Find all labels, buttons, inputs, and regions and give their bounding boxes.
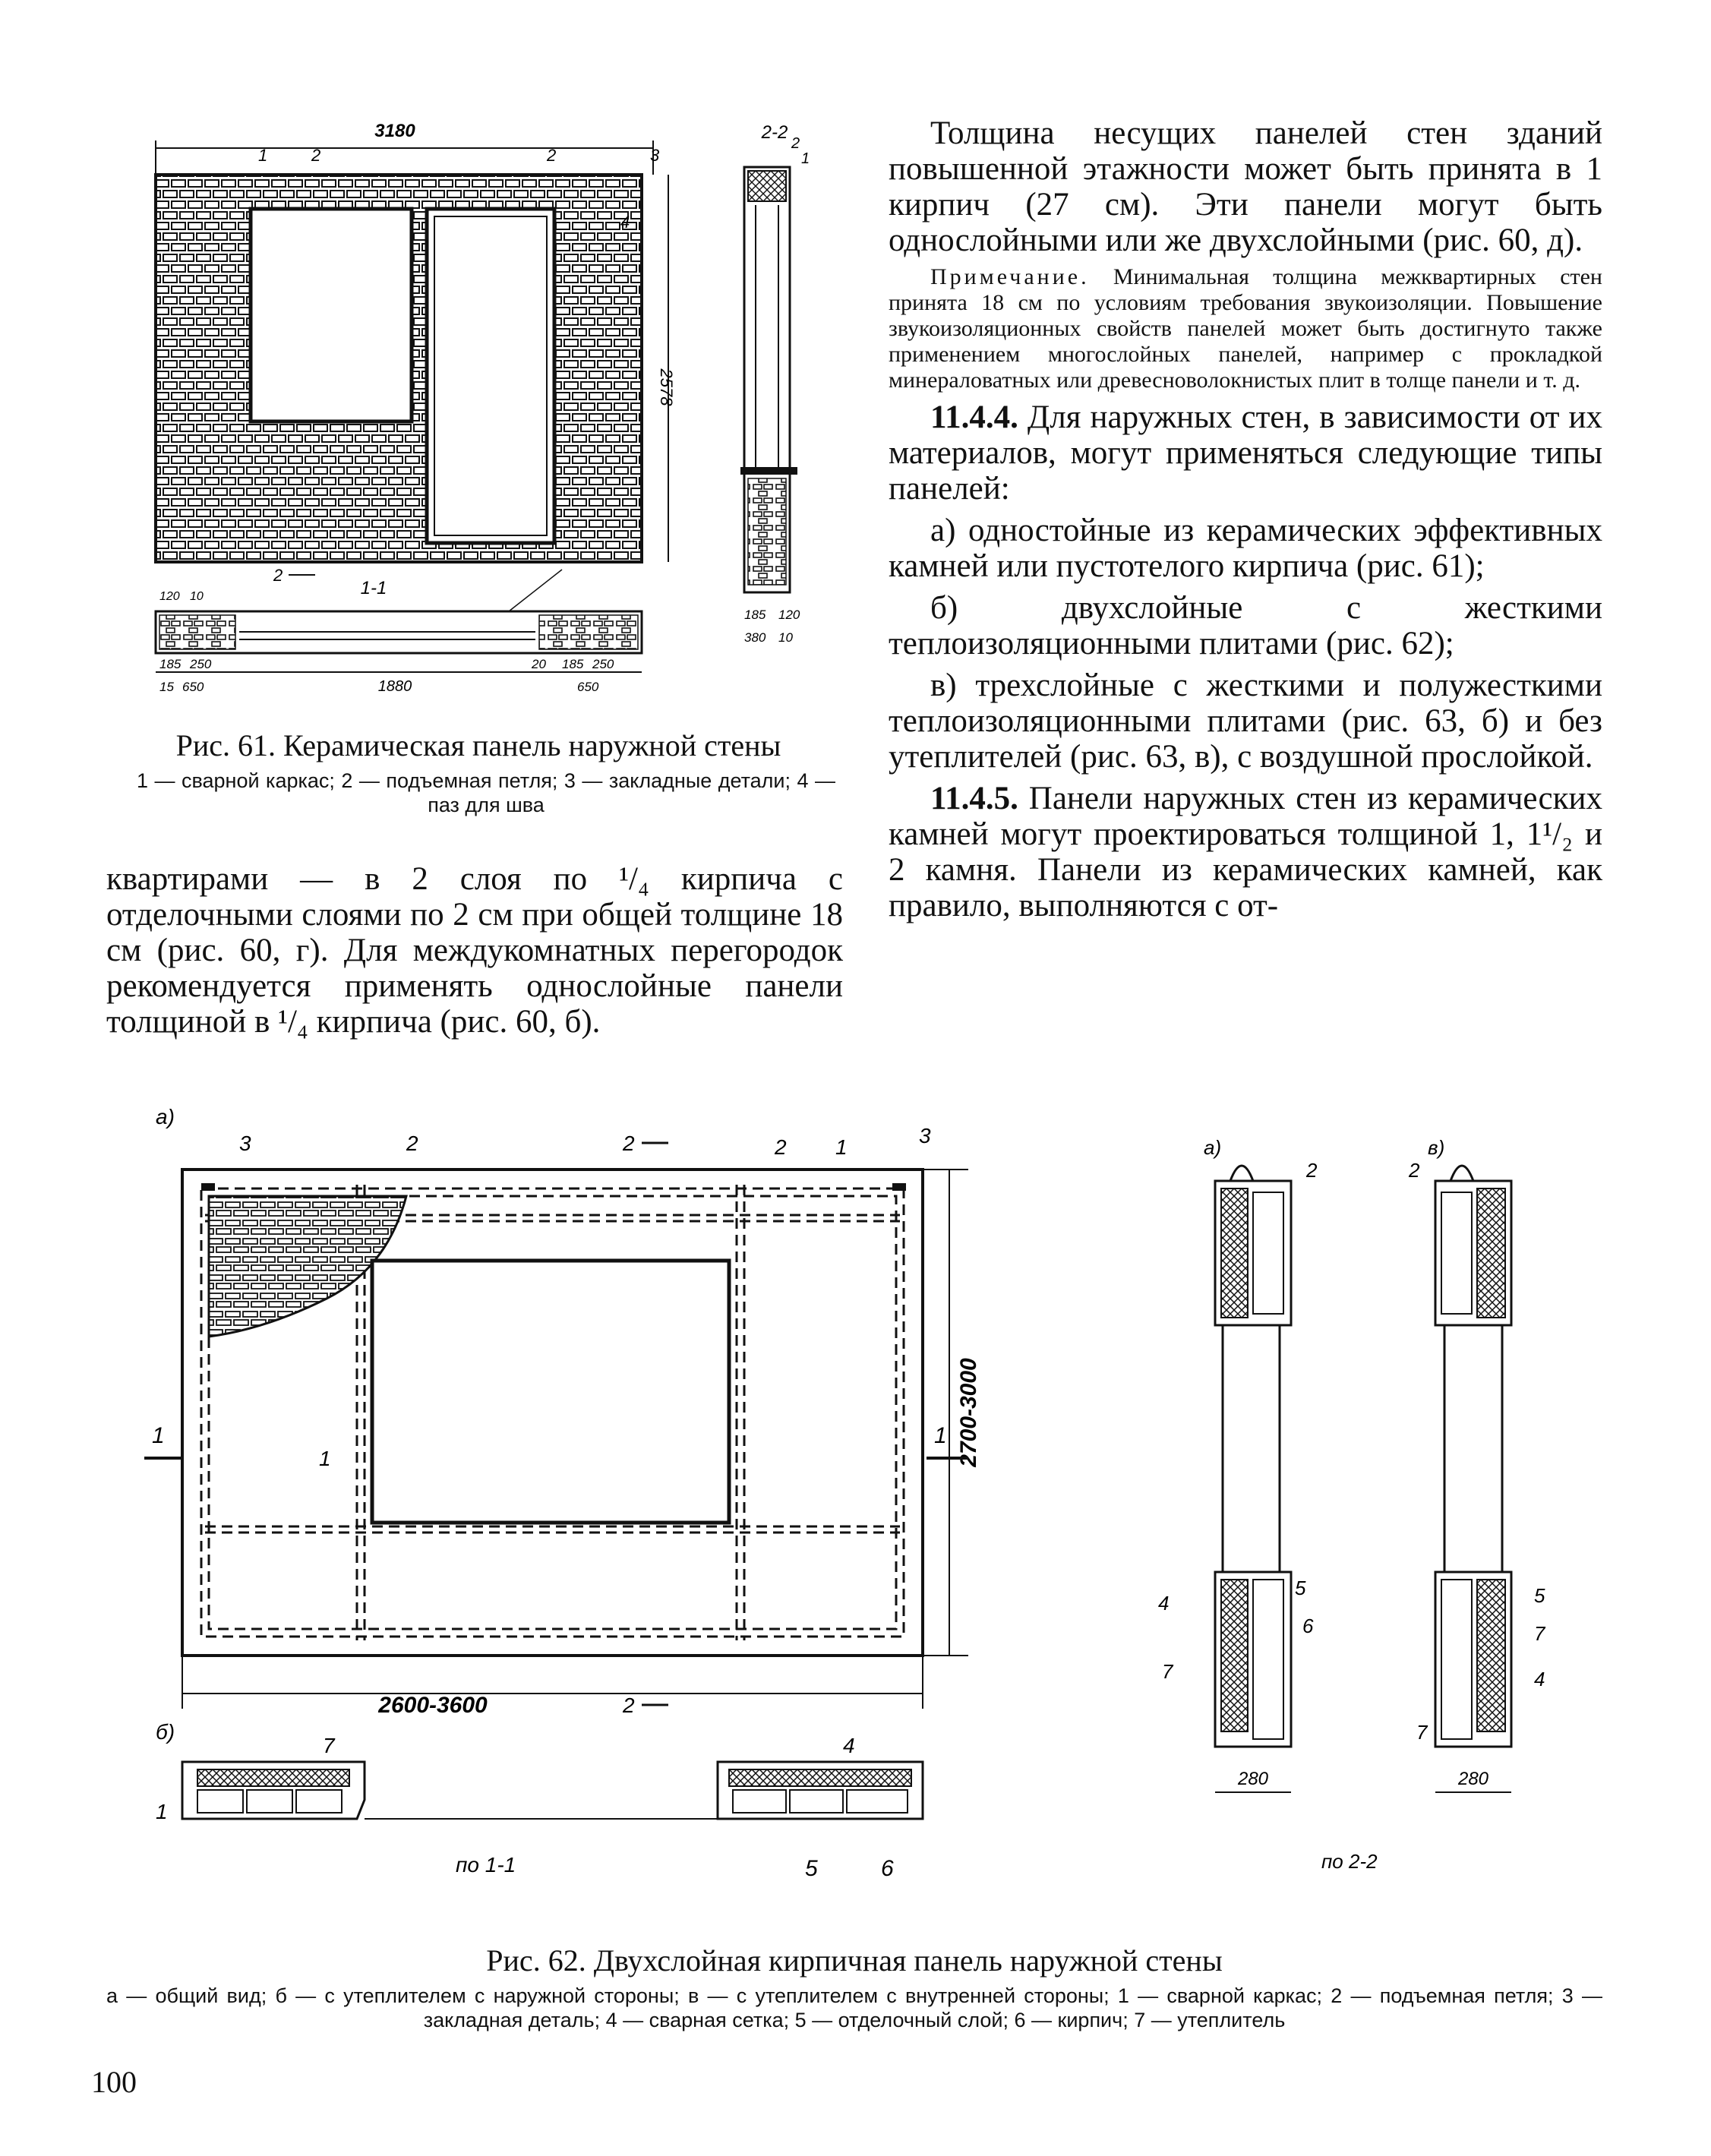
dim-10: 10 — [190, 590, 204, 603]
section-2-2-label: 2-2 — [761, 122, 788, 143]
figure-61-drawing — [137, 114, 820, 706]
dim-280-v: 280 — [1457, 1769, 1489, 1789]
callout-2-section: 2 — [791, 135, 800, 152]
dim-380: 380 — [744, 630, 766, 645]
callout-1-frame: 1 — [319, 1447, 331, 1470]
dim-2600-3600: 2600-3600 — [378, 1693, 488, 1718]
window-opening — [251, 209, 412, 421]
note-paragraph — [889, 264, 1602, 393]
callout-2-a: 2 — [1306, 1159, 1318, 1182]
dim-2700-3000: 2700-3000 — [956, 1358, 981, 1467]
callout-7-a: 7 — [1162, 1660, 1173, 1683]
callout-7-v-bottom: 7 — [1416, 1721, 1428, 1744]
figure-62-drawing — [137, 1109, 1580, 1974]
dim-2578: 2578 — [657, 368, 676, 406]
section-1-1-label: 1-1 — [360, 578, 387, 598]
callout-3: 3 — [650, 146, 660, 165]
callout-6-b: 6 — [881, 1856, 894, 1881]
view-a-section-label: а) — [1204, 1136, 1222, 1159]
section-11-4-4 — [889, 399, 1602, 507]
callout-5-v: 5 — [1534, 1584, 1545, 1607]
cut-1-right: 1 — [934, 1423, 947, 1448]
view-v-label: в) — [1428, 1136, 1445, 1159]
dim-185-right: 185 — [562, 657, 584, 671]
callout-7-b: 7 — [323, 1734, 335, 1757]
callout-1-b: 1 — [156, 1800, 168, 1823]
section-number-11-4-5: 11.4.5. — [930, 781, 1018, 816]
dim-10-section: 10 — [778, 630, 793, 645]
cut-mark-2-bottom: 2 — [273, 566, 283, 585]
dim-20: 20 — [532, 657, 546, 671]
section-1-1-label-62: по 1-1 — [456, 1853, 516, 1877]
section-text-11-4-5: Панели наружных стен из керамических камней могут проектироваться толщиной 1, 1¹/₂ и 2 камня. Панели из керамических камней, как правило, выполняются с от- — [889, 781, 1602, 923]
cut-2-top: 2 — [623, 1132, 635, 1155]
callout-3-right: 3 — [919, 1124, 931, 1147]
callout-1: 1 — [258, 146, 268, 165]
list-item-b: б) двухслойные с жесткими теплоизоляционными плитами (рис. 62); — [889, 590, 1602, 661]
dim-250-right: 250 — [592, 657, 614, 671]
figure-62-legend: а — общий вид; б — с утеплителем с наружной стороны; в — с утеплителем с внутренней стороны; 1 — сварной каркас; 2 — подъемная петля; 3 — закладная деталь; 4 — сварная сетка; 5 — отделочный слой; 6 — кирпич; 7 — утеплитель — [106, 1984, 1602, 2032]
dim-650-right: 650 — [577, 680, 599, 694]
door-opening — [427, 209, 554, 543]
callout-2: 2 — [547, 146, 557, 165]
callout-4-b: 4 — [843, 1734, 855, 1757]
cut-2-bottom: 2 — [623, 1694, 635, 1717]
dim-280-a: 280 — [1237, 1769, 1269, 1789]
callout-4: 4 — [620, 213, 630, 232]
callout-7-v: 7 — [1534, 1622, 1545, 1645]
section-11-4-5 — [889, 781, 1602, 923]
dim-120-section: 120 — [778, 608, 800, 622]
note-text: Минимальная толщина межквартирных стен принята 18 см по условиям требования звукоизоляции. Повышение звукоизоляционных свойств панелей может быть достигнуто также применением многослойных панелей, например с прокладкой минераловатных или древесноволокнистых плит в толще панели и т. д. — [889, 264, 1602, 393]
figure-61-legend: 1 — сварной каркас; 2 — подъемная петля; 3 — закладные детали; 4 — паз для шва — [137, 769, 835, 817]
view-b-label: б) — [156, 1720, 175, 1744]
cut-mark-2-top: 2 — [311, 146, 321, 165]
callout-2-right: 2 — [775, 1135, 787, 1159]
dim-185-left: 185 — [159, 657, 182, 671]
dim-3180: 3180 — [374, 121, 415, 141]
dim-650-left: 650 — [182, 680, 204, 694]
figure-62-caption: Рис. 62. Двухслойная кирпичная панель наружной стены — [486, 1943, 1223, 1978]
callout-2-left: 2 — [406, 1132, 418, 1155]
callout-4-a: 4 — [1158, 1592, 1170, 1615]
callout-5-b: 5 — [805, 1856, 818, 1881]
dim-1880: 1880 — [377, 678, 412, 695]
section-text-11-4-4: Для наружных стен, в зависимости от их материалов, могут применяться следующие типы панелей: — [889, 399, 1602, 507]
callout-1-section: 1 — [801, 150, 810, 167]
list-item-a: а) одностойные из керамических эффективных камней или пустотелого кирпича (рис. 61); — [889, 513, 1602, 584]
callout-5-a: 5 — [1295, 1577, 1306, 1599]
callout-3-left: 3 — [239, 1132, 251, 1155]
list-item-v: в) трехслойные с жесткими и полужесткими теплоизоляционными плитами (рис. 63, б) и без утеплителей (рис. 63, в), с воздушной прослойкой. — [889, 668, 1602, 775]
dim-15: 15 — [159, 680, 174, 694]
callout-1-top: 1 — [835, 1135, 848, 1159]
cut-1-left: 1 — [152, 1423, 165, 1448]
left-column-text — [106, 861, 843, 1046]
figure-61-caption: Рис. 61. Керамическая панель наружной стены — [175, 728, 781, 762]
section-number-11-4-4: 11.4.4. — [930, 399, 1018, 435]
dim-250-left: 250 — [190, 657, 212, 671]
view-a-label: а) — [156, 1109, 175, 1129]
dim-185-section: 185 — [744, 608, 766, 622]
right-column-text — [889, 115, 1602, 930]
callout-4-v: 4 — [1534, 1668, 1545, 1690]
left-column-paragraph: квартирами — в 2 слоя по ¹/₄ кирпича с отделочными слоями по 2 см при общей толщине 18 см (рис. 60, г). Для междукомнатных перегородок рекомендуется применять однослойные панели толщиной в ¹/₄ кирпича (рис. 60, б). — [106, 861, 843, 1040]
section-2-2-label-62: по 2-2 — [1321, 1850, 1378, 1873]
paragraph-panel-thickness: Толщина несущих панелей стен зданий повышенной этажности может быть принята в 1 кирпич (27 см). Эти панели могут быть однослойными или же двухслойными (рис. 60, д). — [889, 115, 1602, 258]
callout-2-v: 2 — [1409, 1159, 1420, 1182]
callout-6-a: 6 — [1302, 1615, 1314, 1637]
window-opening-62 — [372, 1261, 729, 1523]
dim-120: 120 — [159, 590, 180, 603]
note-label: Примечание. — [930, 264, 1090, 289]
page-number: 100 — [91, 2065, 137, 2099]
